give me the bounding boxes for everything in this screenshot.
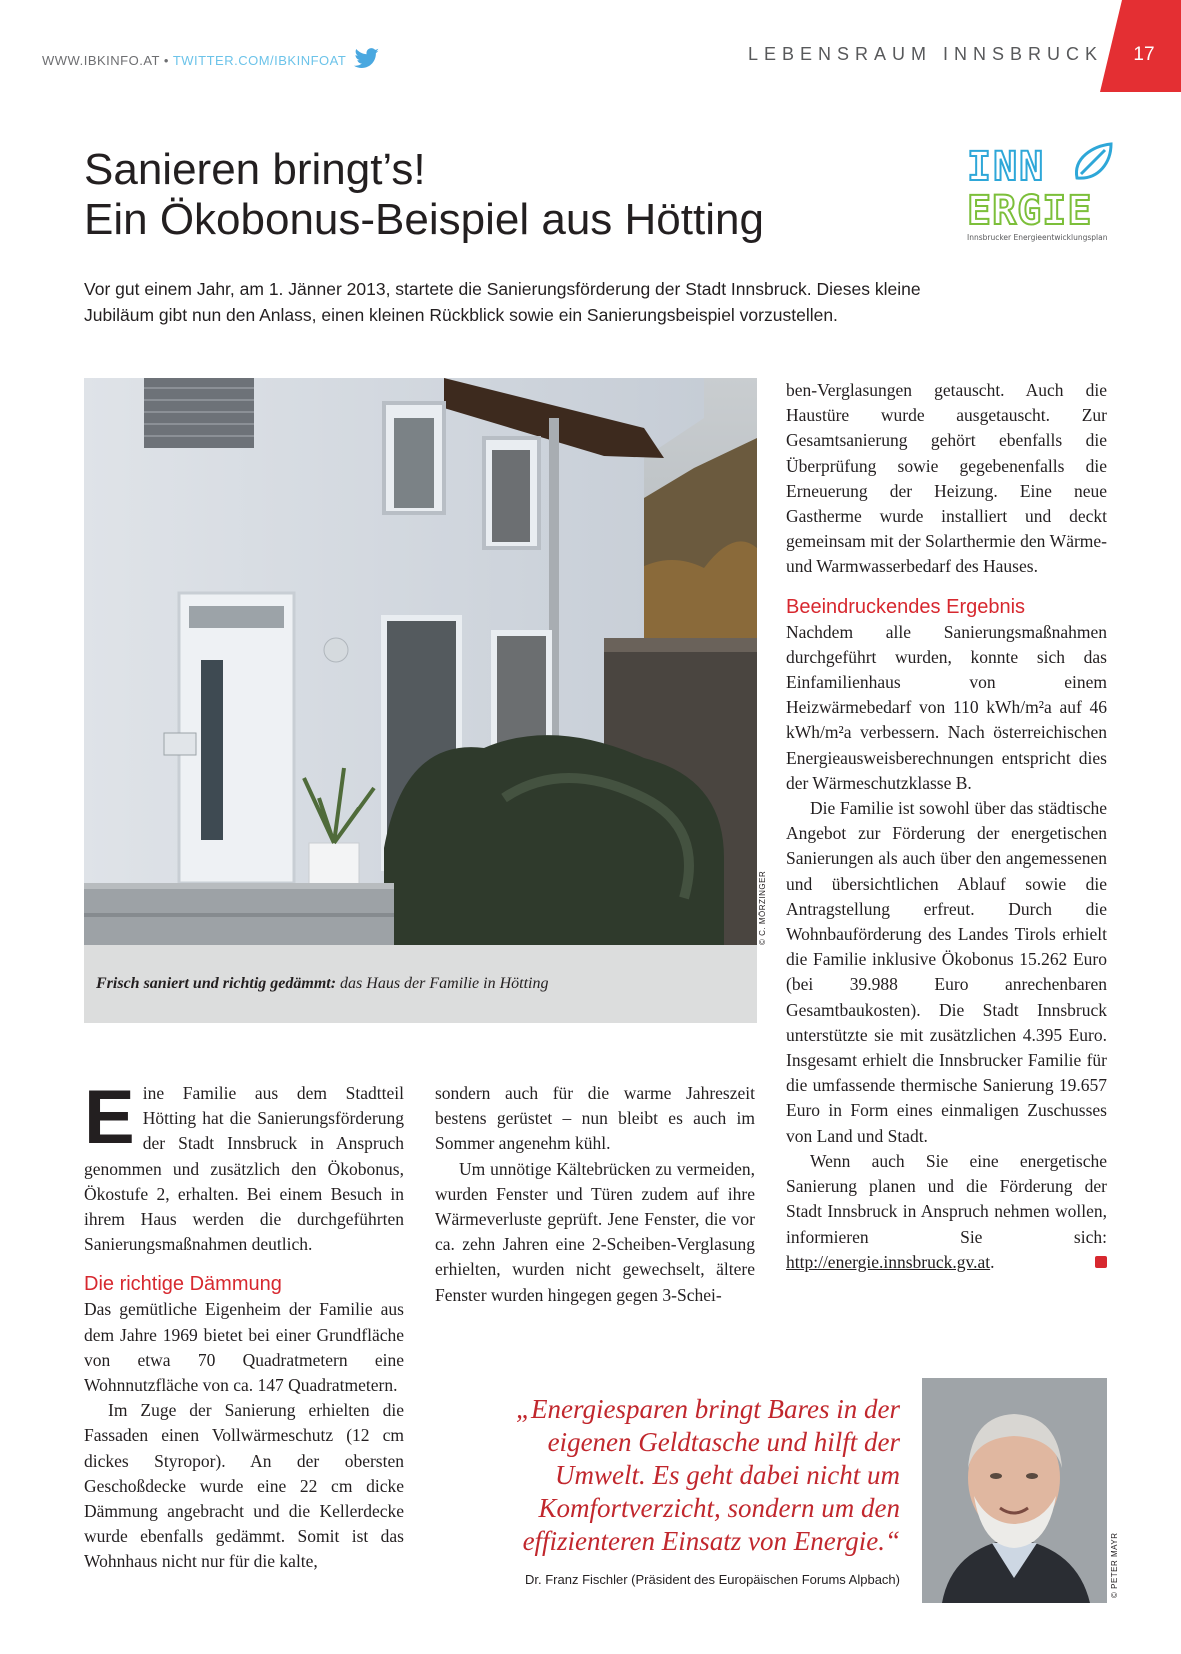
logo-line-1: INN <box>967 144 1046 190</box>
page-number: 17 <box>1133 44 1155 65</box>
energie-link[interactable]: http://energie.innsbruck.gv.at <box>786 1251 991 1272</box>
portrait-credit: © PETER MAYR <box>1110 1532 1119 1598</box>
section-title: LEBENSRAUM INNSBRUCK <box>748 44 1104 64</box>
subheading-daemmung: Die richtige Dämmung <box>84 1273 282 1296</box>
header-site-line <box>42 48 380 70</box>
article-column-3 <box>786 378 1107 1275</box>
end-mark-icon <box>1095 1256 1107 1268</box>
innergie-logo <box>965 140 1115 250</box>
paragraph-9-text: Wenn auch Sie eine energetische Sanierung planen und die Förderung der Stadt Innsbruck in Anspruch nehmen wollen, informieren Sie sich: <box>786 1150 1107 1247</box>
caption-rest: das Haus der Familie in Hötting <box>336 975 549 992</box>
logo-line-2: ERGIE <box>967 188 1093 234</box>
paragraph-8: Die Familie ist sowohl über das städtische Angebot zur Förderung der energetischen Sanierungen als auch über den angemessenen und übersichtlichen Ablauf sowie die Antragstellung erfreut. Durch die Wohnbauförderung des Landes Tirols erhielt die Familie inklusive Ökobonus 15.262 Euro (bei 39.988 Euro anrechenbaren Gesamtbaukosten). Die Stadt Innsbruck unterstützte sie mit zusätzlichen 4.395 Euro. Insgesamt erhielt die Innsbrucker Familie für die umfassende thermische Sanierung 19.657 Euro in Form eines einmaligen Zuschusses von Land und Stadt. <box>786 798 1107 1146</box>
paragraph-5: Um unnötige Kältebrücken zu vermeiden, wurden Fenster und Türen zudem auf ihre Wärmeverluste geprüft. Jene Fenster, die vor ca. zehn Jahren eine 2-Scheiben-Verglasung erhielten, wurden nicht gewechselt, ältere Fenster wurden hingegen gegen 3-Schei- <box>435 1158 755 1305</box>
site-url[interactable]: WWW.IBKINFO.AT <box>42 53 160 68</box>
quote-author: Dr. Franz Fischler (Präsident des Europäischen Forums Alpbach) <box>525 1572 900 1587</box>
twitter-url[interactable]: TWITTER.COM/IBKINFOAT <box>172 53 347 68</box>
article-title <box>84 145 764 245</box>
paragraph-2: Das gemütliche Eigenheim der Familie aus dem Jahre 1969 bietet bei einer Grundfläche von etwa 70 Quadratmetern eine Wohnnutzfläche von ca. 147 Quadratmetern. <box>84 1299 404 1396</box>
logo-tagline: Innsbrucker Energieentwicklungsplan <box>967 233 1108 242</box>
article-column-2 <box>435 1081 755 1308</box>
pull-quote: „Energiesparen bringt Bares in der eigenen Geldtasche und hilft der Umwelt. Es geht dabei nicht um Komfortverzicht, sondern um den effizienteren Einsatz von Energie.“ <box>516 1394 900 1556</box>
paragraph-9-end: . <box>990 1251 995 1272</box>
paragraph-3: Im Zuge der Sanierung erhielten die Fassaden einen Vollwärmeschutz (12 cm dickes Styropor). An der obersten Geschoßdecke wurde eine 22 cm dicke Dämmung angebracht und die Kellerdecke wurde ebenfalls gedämmt. Somit ist das Wohnhaus nicht nur für die kalte, <box>84 1400 404 1572</box>
article-column-1 <box>84 1075 404 1575</box>
paragraph-4: sondern auch für die warme Jahreszeit bestens gerüstet – nun bleibt es auch im Sommer angenehm kühl. <box>435 1083 755 1154</box>
photo-caption <box>96 975 548 993</box>
portrait-photo <box>922 1378 1107 1603</box>
title-line-2: Ein Ökobonus-Beispiel aus Hötting <box>84 195 764 244</box>
title-line-1: Sanieren bringt’s! <box>84 145 426 194</box>
paragraph-7: Nachdem alle Sanierungsmaßnahmen durchgeführt wurden, konnte sich das Einfamilienhaus von einem Heizwärmebedarf von 110 kWh/m²a auf 46 kWh/m²a verbessern. Nach österreichischen Energieausweisberechnungen entspricht dies der Wärmeschutzklasse B. <box>786 621 1107 793</box>
header-separator: • <box>163 53 169 68</box>
paragraph-1: ine Familie aus dem Stadtteil Hötting hat die Sanierungsförderung der Stadt Innsbruck in Anspruch genommen und zusätzlich den Ökobonus, Ökostufe 2, erhalten. Bei einem Besuch in ihrem Haus werden die durchgeführten Sanierungsmaßnahmen deutlich. <box>84 1083 404 1255</box>
intro-paragraph: Vor gut einem Jahr, am 1. Jänner 2013, startete die Sanierungsförderung der Stadt Innsbruck. Dieses kleine Jubiläum gibt nun den Anlass, einen kleinen Rückblick sowie ein Sanierungsbeispiel vorzustellen. <box>84 279 921 325</box>
twitter-bird-icon[interactable] <box>354 48 380 70</box>
paragraph-9 <box>786 1149 1107 1275</box>
paragraph-6: ben-Verglasungen getauscht. Auch die Haustüre wurde ausgetauscht. Zur Gesamtsanierung gehört ebenfalls die Überprüfung sowie gegebenenfalls die Erneuerung der Heizung. Eine neue Gastherme wurde installiert und deckt gemeinsam mit der Solarthermie den Wärme- und Warmwasserbedarf des Hauses. <box>786 380 1107 577</box>
caption-bold: Frisch saniert und richtig gedämmt: <box>96 975 337 992</box>
subheading-ergebnis: Beeindruckendes Ergebnis <box>786 595 1026 618</box>
house-photo <box>84 378 757 945</box>
photo-credit: © C. MÖRZINGER <box>758 870 767 945</box>
dropcap: E <box>84 1075 135 1160</box>
